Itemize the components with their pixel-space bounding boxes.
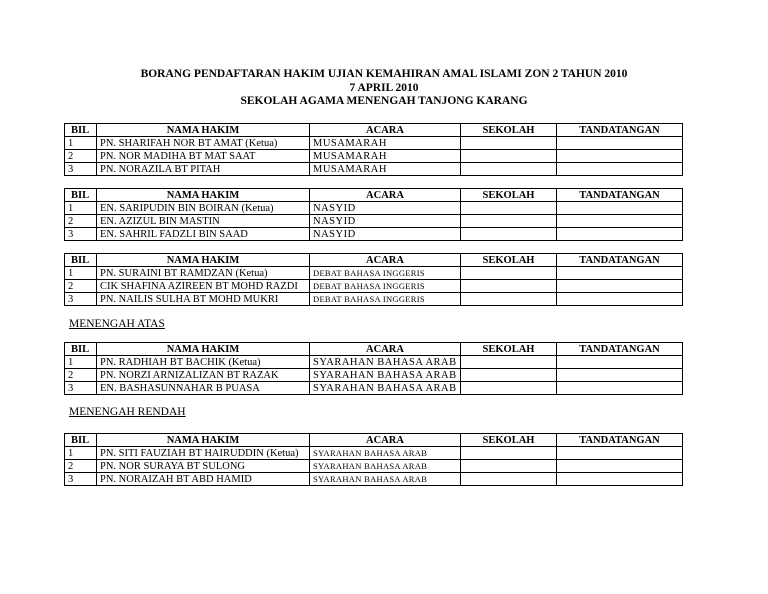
cell-nama: PN. SURAINI BT RAMDZAN (Ketua) [97,267,310,280]
col-nama-hakim: NAMA HAKIM [97,124,310,137]
cell-nama: EN. SARIPUDIN BIN BOIRAN (Ketua) [97,202,310,215]
cell-bil: 3 [65,228,97,241]
table-row [65,150,683,163]
cell-tandatangan[interactable] [557,137,683,150]
col-acara: ACARA [310,189,461,202]
cell-nama: PN. SITI FAUZIAH BT HAIRUDDIN (Ketua) [97,447,310,460]
title-line-2: 7 APRIL 2010 [349,81,419,94]
col-tandatangan: TANDATANGAN [557,189,683,202]
col-sekolah: SEKOLAH [461,124,557,137]
cell-tandatangan[interactable] [557,202,683,215]
col-nama-hakim: NAMA HAKIM [97,189,310,202]
cell-sekolah[interactable] [461,447,557,460]
col-tandatangan: TANDATANGAN [557,434,683,447]
cell-nama: PN. NORZI ARNIZALIZAN BT RAZAK [97,369,310,382]
table-row [65,369,683,382]
cell-nama: EN. AZIZUL BIN MASTIN [97,215,310,228]
section-menengah-atas: MENENGAH ATAS [69,318,165,330]
cell-acara: DEBAT BAHASA INGGERIS [310,280,461,293]
col-acara: ACARA [310,434,461,447]
table-row [65,228,683,241]
table-row [65,202,683,215]
cell-sekolah[interactable] [461,356,557,369]
judges-table-syarahan-rendah [64,433,683,486]
cell-sekolah[interactable] [461,369,557,382]
cell-tandatangan[interactable] [557,267,683,280]
cell-nama: PN. RADHIAH BT BACHIK (Ketua) [97,356,310,369]
cell-nama: EN. SAHRIL FADZLI BIN SAAD [97,228,310,241]
cell-bil: 2 [65,280,97,293]
cell-nama: CIK SHAFINA AZIREEN BT MOHD RAZDI [97,280,310,293]
table-row [65,163,683,176]
cell-tandatangan[interactable] [557,447,683,460]
cell-bil: 1 [65,267,97,280]
cell-nama: PN. NORAIZAH BT ABD HAMID [97,473,310,486]
cell-nama: PN. NORAZILA BT PITAH [97,163,310,176]
cell-sekolah[interactable] [461,382,557,395]
cell-tandatangan[interactable] [557,369,683,382]
cell-bil: 3 [65,473,97,486]
table-row [65,460,683,473]
judges-table-nasyid [64,188,683,241]
col-sekolah: SEKOLAH [461,434,557,447]
cell-acara: NASYID [310,228,461,241]
cell-acara: SYARAHAN BAHASA ARAB [310,447,461,460]
table-row [65,137,683,150]
table-row [65,447,683,460]
cell-nama: EN. BASHASUNNAHAR B PUASA [97,382,310,395]
col-acara: ACARA [310,343,461,356]
cell-acara: MUSAMARAH [310,163,461,176]
cell-nama: PN. NAILIS SULHA BT MOHD MUKRI [97,293,310,306]
cell-sekolah[interactable] [461,228,557,241]
cell-bil: 1 [65,202,97,215]
table-row [65,280,683,293]
document-title [0,68,768,109]
cell-tandatangan[interactable] [557,356,683,369]
cell-sekolah[interactable] [461,473,557,486]
cell-tandatangan[interactable] [557,215,683,228]
col-bil: BIL [65,343,97,356]
cell-sekolah[interactable] [461,267,557,280]
cell-nama: PN. SHARIFAH NOR BT AMAT (Ketua) [97,137,310,150]
cell-acara: DEBAT BAHASA INGGERIS [310,267,461,280]
col-bil: BIL [65,189,97,202]
table-row [65,473,683,486]
col-sekolah: SEKOLAH [461,254,557,267]
cell-acara: SYARAHAN BAHASA ARAB [310,473,461,486]
cell-bil: 1 [65,137,97,150]
table-header-row [65,434,683,447]
table-header-row [65,343,683,356]
col-tandatangan: TANDATANGAN [557,124,683,137]
table-header-row [65,124,683,137]
col-acara: ACARA [310,124,461,137]
cell-sekolah[interactable] [461,202,557,215]
title-line-3: SEKOLAH AGAMA MENENGAH TANJONG KARANG [240,95,528,107]
col-bil: BIL [65,254,97,267]
col-acara: ACARA [310,254,461,267]
cell-bil: 2 [65,460,97,473]
cell-nama: PN. NOR MADIHA BT MAT SAAT [97,150,310,163]
section-menengah-rendah: MENENGAH RENDAH [69,406,186,418]
col-nama-hakim: NAMA HAKIM [97,343,310,356]
cell-acara: SYARAHAN BAHASA ARAB [310,460,461,473]
cell-tandatangan[interactable] [557,228,683,241]
judges-table-debat [64,253,683,306]
cell-tandatangan[interactable] [557,280,683,293]
col-nama-hakim: NAMA HAKIM [97,434,310,447]
cell-bil: 2 [65,215,97,228]
table-header-row [65,254,683,267]
cell-bil: 1 [65,356,97,369]
cell-sekolah[interactable] [461,150,557,163]
judges-table-musamarah [64,123,683,176]
cell-acara: MUSAMARAH [310,150,461,163]
col-nama-hakim: NAMA HAKIM [97,254,310,267]
cell-sekolah[interactable] [461,215,557,228]
cell-acara: NASYID [310,215,461,228]
cell-bil: 3 [65,163,97,176]
cell-tandatangan[interactable] [557,473,683,486]
judges-table-syarahan-atas [64,342,683,395]
cell-bil: 2 [65,369,97,382]
table-row [65,356,683,369]
cell-tandatangan[interactable] [557,382,683,395]
table-row [65,267,683,280]
col-tandatangan: TANDATANGAN [557,254,683,267]
cell-tandatangan[interactable] [557,163,683,176]
col-sekolah: SEKOLAH [461,343,557,356]
table-row [65,382,683,395]
cell-tandatangan[interactable] [557,460,683,473]
cell-bil: 1 [65,447,97,460]
cell-nama: PN. NOR SURAYA BT SULONG [97,460,310,473]
cell-acara: MUSAMARAH [310,137,461,150]
cell-acara: SYARAHAN BAHASA ARAB [310,382,461,395]
cell-acara: NASYID [310,202,461,215]
cell-acara: SYARAHAN BAHASA ARAB [310,369,461,382]
col-tandatangan: TANDATANGAN [557,343,683,356]
cell-tandatangan[interactable] [557,150,683,163]
cell-sekolah[interactable] [461,293,557,306]
cell-acara: DEBAT BAHASA INGGERIS [310,293,461,306]
col-bil: BIL [65,124,97,137]
col-sekolah: SEKOLAH [461,189,557,202]
cell-sekolah[interactable] [461,280,557,293]
cell-bil: 2 [65,150,97,163]
title-line-1: BORANG PENDAFTARAN HAKIM UJIAN KEMAHIRAN AMAL ISLAMI ZON 2 TAHUN 2010 [140,68,628,80]
cell-sekolah[interactable] [461,163,557,176]
table-header-row [65,189,683,202]
cell-sekolah[interactable] [461,137,557,150]
table-row [65,293,683,306]
table-row [65,215,683,228]
cell-tandatangan[interactable] [557,293,683,306]
col-bil: BIL [65,434,97,447]
cell-sekolah[interactable] [461,460,557,473]
cell-acara: SYARAHAN BAHASA ARAB [310,356,461,369]
cell-bil: 3 [65,382,97,395]
cell-bil: 3 [65,293,97,306]
